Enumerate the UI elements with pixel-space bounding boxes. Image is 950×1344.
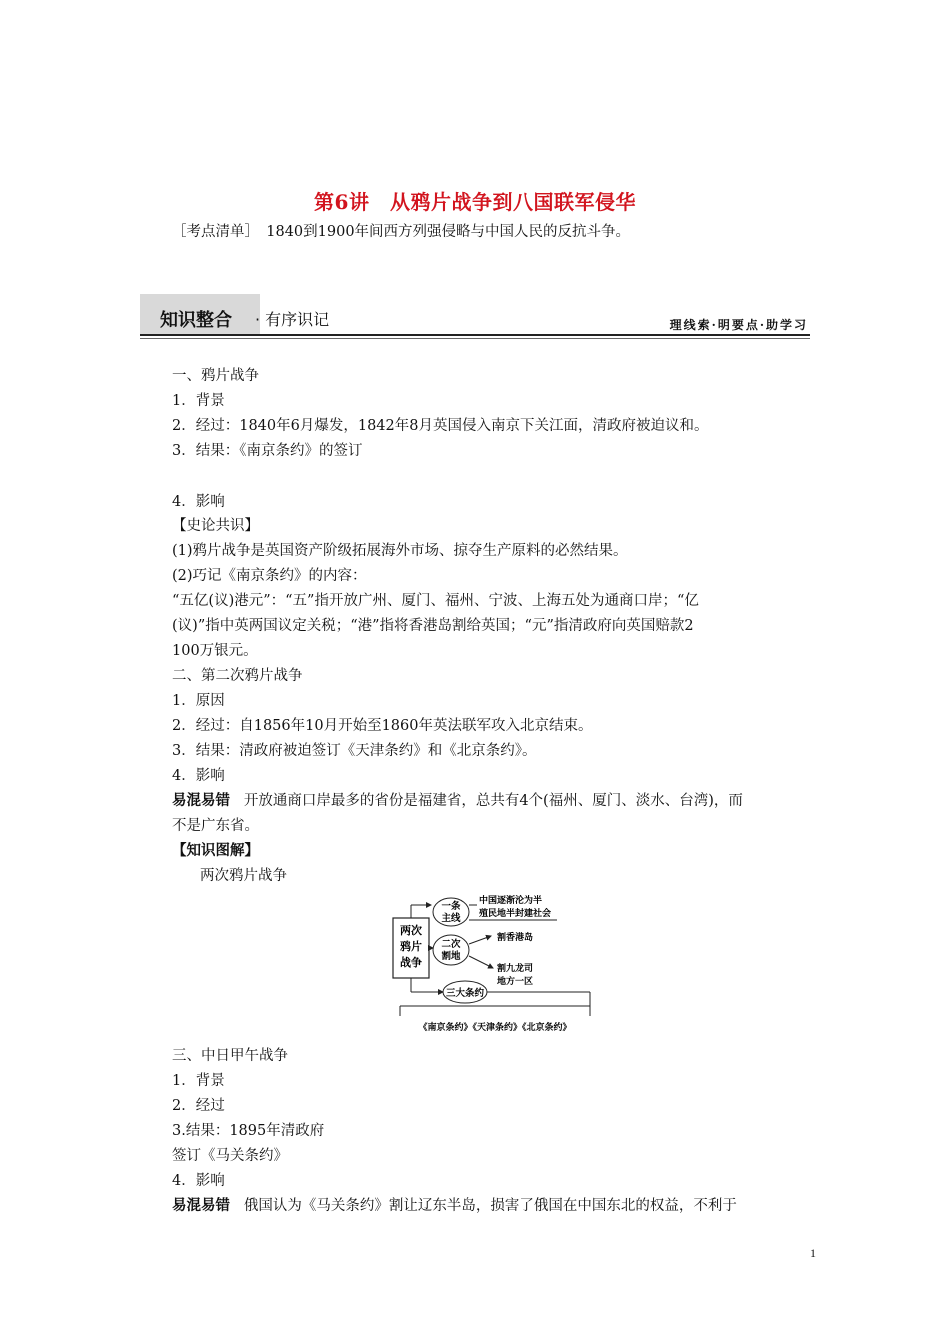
paragraph: (议)”指中英两国议定关税；“港”指将香港岛割给英国；“元”指清政府向英国赔款2 [172, 618, 694, 634]
list-item: 3．结果：《南京条约》的签订 [172, 443, 363, 459]
list-item: 2．经过：自1856年10月开始至1860年英法联军攻入北京结束。 [172, 718, 593, 734]
diagram-node-label: 主线 [441, 913, 461, 924]
diagram-node-label: 二次 [441, 939, 461, 950]
list-item: 1．背景 [172, 393, 225, 409]
paragraph: (1)鸦片战争是英国资产阶级拓展海外市场、掠夺生产原料的必然结果。 [172, 543, 628, 559]
list-item: 2．经过：1840年6月爆发，1842年8月英国侵入南京下关江面，清政府被迫议和。 [172, 418, 709, 434]
diagram-center-line: 鸦片 [400, 940, 422, 953]
list-item: 1．原因 [172, 693, 225, 709]
paragraph: 100万银元。 [172, 643, 258, 659]
list-item: 4．影响 [172, 494, 225, 510]
note-text: 不是广东省。 [172, 818, 259, 834]
paragraph: “五亿(议)港元”：“五”指开放广州、厦门、福州、宁波、上海五处为通商口岸；“亿 [172, 593, 699, 609]
page-title: 第6讲 从鸦片战争到八国联军侵华 [314, 190, 636, 214]
diagram-cession-text: 割九龙司 [497, 964, 534, 974]
diagram-title: 两次鸦片战争 [200, 868, 287, 884]
list-item: 2．经过 [172, 1098, 225, 1114]
list-item: 签订《马关条约》 [172, 1148, 288, 1164]
diagram-cession-text: 地方一区 [497, 977, 534, 987]
banner-rule [140, 334, 810, 336]
diagram-center-line: 两次 [400, 924, 422, 937]
diagram-mainline-text: 殖民地半封建社会 [479, 909, 552, 919]
note-text: 俄国认为《马关条约》割让辽东半岛，损害了俄国在中国东北的权益，不利于 [243, 1198, 737, 1214]
note-text: 开放通商口岸最多的省份是福建省，总共有4个(福州、厦门、淡水、台湾)，而 [243, 793, 743, 809]
diagram-node-label: 三大条约 [445, 988, 485, 999]
diagram-treaties-text: 《南京条约》《天津条约》《北京条约》 [418, 1023, 572, 1033]
section-heading: 三、中日甲午战争 [172, 1048, 288, 1064]
list-item: 3.结果：1895年清政府 [172, 1123, 325, 1139]
subheading: 【知识图解】 [172, 842, 259, 859]
checklist: ［考点清单］ 1840到1900年间西方列强侵略与中国人民的反抗斗争。 [172, 224, 631, 240]
banner-tagline: 理线索·明要点·助学习 [669, 318, 808, 332]
banner-subtitle: · 有序识记 [255, 310, 330, 329]
paragraph: (2)巧记《南京条约》的内容： [172, 568, 367, 584]
list-item: 1．背景 [172, 1073, 225, 1089]
knowledge-diagram [385, 888, 605, 1038]
diagram-cession-text: 割香港岛 [497, 933, 534, 943]
list-item: 4．影响 [172, 1173, 225, 1189]
diagram-node-label: 一条 [441, 901, 461, 912]
banner-title: 知识整合 [160, 310, 232, 331]
diagram-mainline-text: 中国逐渐沦为半 [479, 896, 543, 906]
note-label: 易混易错 [172, 1197, 230, 1214]
note [172, 791, 743, 811]
page-number: 1 [810, 1246, 816, 1260]
list-item: 3．结果：清政府被迫签订《天津条约》和《北京条约》。 [172, 743, 537, 759]
section-banner [140, 294, 810, 340]
note [172, 1196, 737, 1216]
subheading: 【史论共识】 [172, 518, 259, 534]
diagram-center-line: 战争 [400, 956, 422, 969]
diagram-node-label: 割地 [441, 951, 461, 962]
section-heading: 一、鸦片战争 [172, 368, 259, 384]
note-label: 易混易错 [172, 792, 230, 809]
list-item: 4．影响 [172, 768, 225, 784]
banner-rule-thin [140, 338, 810, 339]
section-heading: 二、第二次鸦片战争 [172, 668, 303, 684]
